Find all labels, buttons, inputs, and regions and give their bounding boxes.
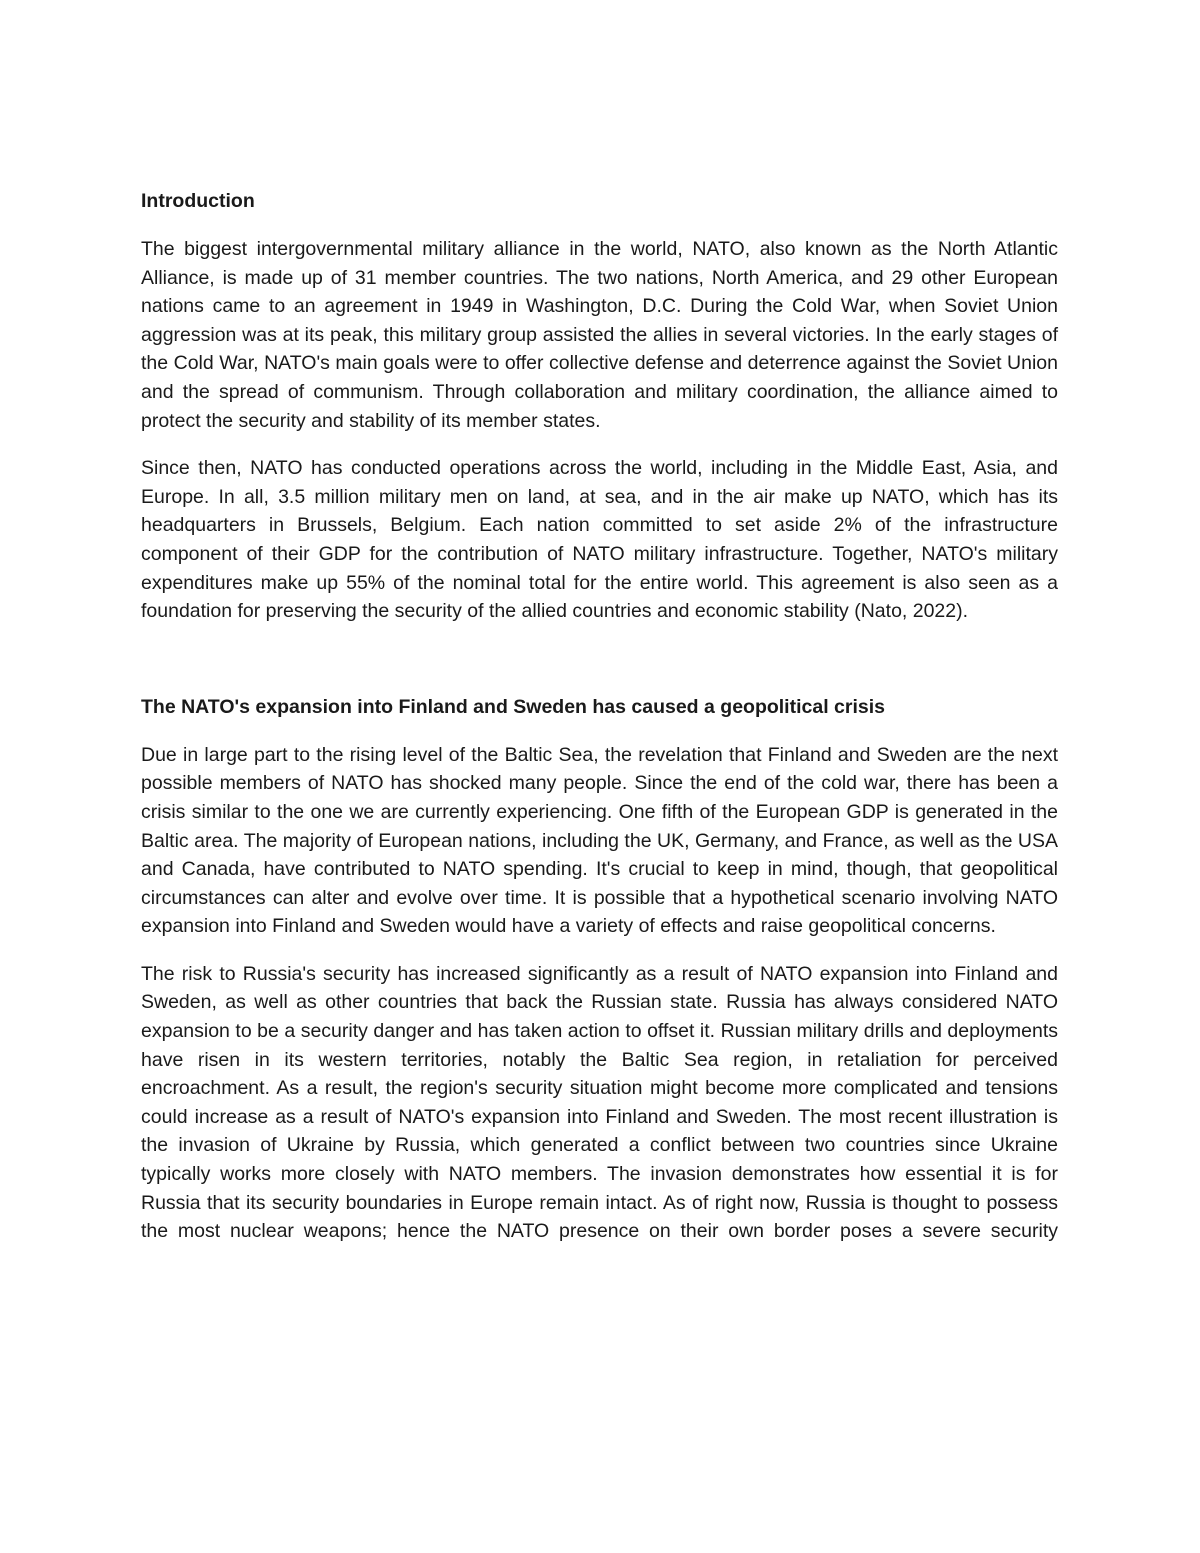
section-heading-introduction: Introduction — [141, 190, 255, 212]
paragraph-intro-1: The biggest intergovernmental military alliance in the world, NATO, also known as the North Atlantic Alliance, is made up of 31 member countries. The two nations, North America, and 29 other European nations came to an agreement in 1949 in Washington, D.C. During the Cold War, when Soviet Union aggression was at its peak, this military group assisted the allies in several victories. In the early stages of the Cold War, NATO's main goals were to offer collective defense and deterrence against the Soviet Union and the spread of communism. Through collaboration and military coordination, the alliance aimed to protect the security and stability of its member states. — [141, 238, 1058, 432]
document-page — [141, 186, 1058, 1246]
section-heading-expansion: The NATO's expansion into Finland and Sweden has caused a geopolitical crisis — [141, 695, 885, 718]
paragraph-expansion-1: Due in large part to the rising level of the Baltic Sea, the revelation that Finland and Sweden are the next possible members of NATO has shocked many people. Since the end of the cold war, there has been a crisis similar to the one we are currently experiencing. One fifth of the European GDP is generated in the Baltic area. The majority of European nations, including the UK, Germany, and France, as well as the USA and Canada, have contributed to NATO spending. It's crucial to keep in mind, though, that geopolitical circumstances can alter and evolve over time. It is possible that a hypothetical scenario involving NATO expansion into Finland and Sweden would have a variety of effects and raise geopolitical concerns. — [141, 743, 1058, 938]
paragraph-expansion-2: The risk to Russia's security has increased significantly as a result of NATO expansion into Finland and Sweden, as well as other countries that back the Russian state. Russia has always considered NATO expansion to be a security danger and has taken action to offset it. Russian military drills and deployments have risen in its western territories, notably the Baltic Sea region, in retaliation for perceived encroachment. As a result, the region's security situation might become more complicated and tensions could increase as a result of NATO's expansion into Finland and Sweden. The most recent illustration is the invasion of Ukraine by Russia, which generated a conflict between two countries since Ukraine typically works more closely with NATO members. The invasion demonstrates how essential it is for Russia that its security boundaries in Europe remain intact. As of right now, Russia is thought to possess the most nuclear weapons; hence the NATO presence on their own border poses a severe security — [141, 962, 1058, 1243]
paragraph-intro-2: Since then, NATO has conducted operations across the world, including in the Middle East, Asia, and Europe. In all, 3.5 million military men on land, at sea, and in the air make up NATO, which has its headquarters in Brussels, Belgium. Each nation committed to set aside 2% of the infrastructure component of their GDP for the contribution of NATO military infrastructure. Together, NATO's military expenditures make up 55% of the nominal total for the entire world. This agreement is also seen as a foundation for preserving the security of the allied countries and economic stability (Nato, 2022). — [141, 457, 1058, 623]
